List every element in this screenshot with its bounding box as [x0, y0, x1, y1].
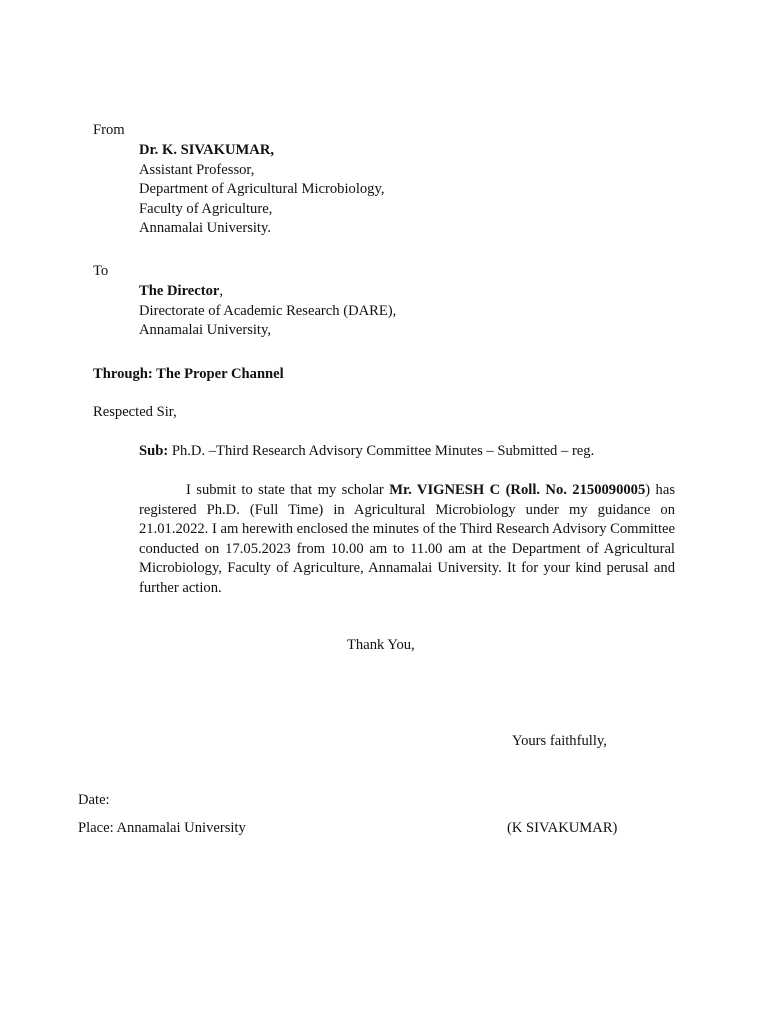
recipient-name-line	[139, 282, 396, 302]
body-paragraph	[139, 481, 675, 598]
to-label: To	[93, 263, 109, 279]
subject-line	[139, 442, 594, 461]
sender-line: Faculty of Agriculture,	[139, 200, 273, 217]
from-label: From	[93, 122, 125, 138]
recipient-name: The Director	[139, 283, 220, 299]
scholar-details: Mr. VIGNESH C (Roll. No. 2150090005	[389, 482, 646, 498]
recipient-name-suffix: ,	[219, 283, 224, 299]
through-line: Through: The Proper Channel	[93, 366, 284, 382]
closing: Yours faithfully,	[512, 733, 607, 749]
body-part2: ) has registered Ph.D. (Full Time) in Agricultural Microbiology under my guidance on 21.01.2022. I am herewith enclosed the minutes of the Third Research Advisory Committee conducted on 17.05.2023 from 10.00 am to 11.00 am at the Department of Agricultural Microbiology, Faculty of Agriculture, Annamalai University. It for your kind perusal and further action.	[139, 482, 675, 596]
thanks: Thank You,	[347, 637, 415, 653]
recipient-line: Directorate of Academic Research (DARE),	[139, 302, 397, 319]
sender-line: Annamalai University.	[139, 220, 271, 236]
subject-label: Sub:	[139, 443, 169, 459]
sender-line: Department of Agricultural Microbiology,	[139, 181, 385, 197]
date-label: Date:	[78, 792, 110, 808]
subject-text: Ph.D. –Third Research Advisory Committee Minutes – Submitted – reg.	[168, 443, 595, 459]
signature-name: (K SIVAKUMAR)	[507, 820, 618, 836]
recipient-address	[139, 282, 396, 341]
sender-line: Assistant Professor,	[139, 161, 255, 178]
recipient-line: Annamalai University,	[139, 322, 271, 338]
sender-name: Dr. K. SIVAKUMAR,	[139, 142, 275, 158]
sender-address	[139, 141, 384, 239]
place: Place: Annamalai University	[78, 820, 246, 836]
salutation: Respected Sir,	[93, 404, 177, 420]
body-part1: I submit to state that my scholar	[186, 482, 390, 498]
